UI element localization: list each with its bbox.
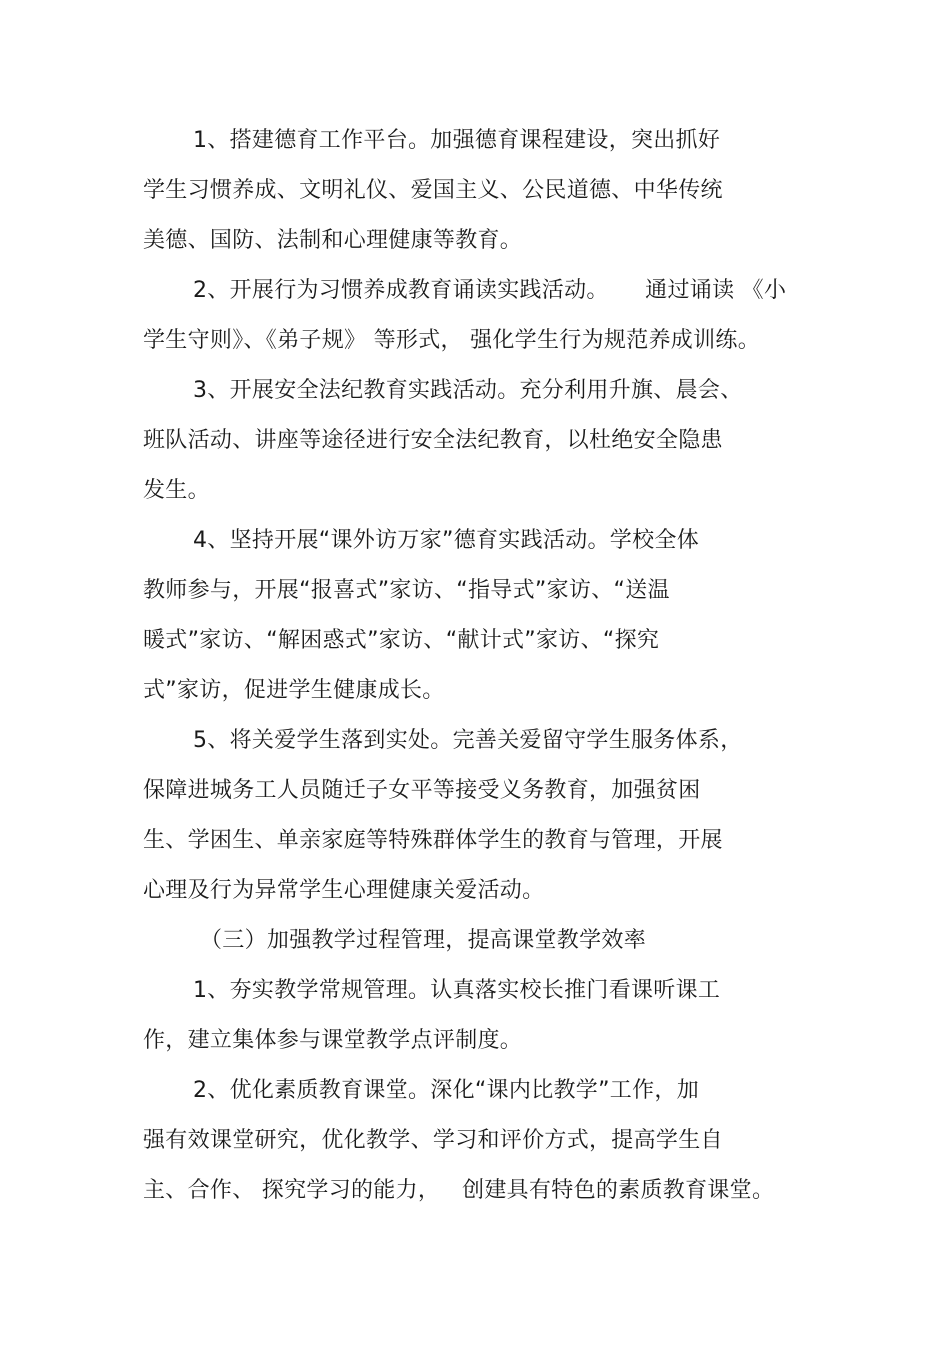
paragraph-line: 3、开展安全法纪教育实践活动。充分利用升旗、晨会、 [193, 378, 743, 403]
paragraph-line: 5、将关爱学生落到实处。完善关爱留守学生服务体系， [193, 728, 743, 753]
paragraph-line: 学生守则》、《弟子规》 等形式， 强化学生行为规范养成训练。 [143, 328, 760, 353]
paragraph-line: 2、开展行为习惯养成教育诵读实践活动。 通过诵读 《小 [193, 278, 787, 303]
paragraph-line: 式”家访，促进学生健康成长。 [143, 678, 445, 703]
paragraph-line: 强有效课堂研究，优化教学、学习和评价方式，提高学生自 [143, 1128, 723, 1153]
paragraph-line: 发生。 [143, 478, 210, 503]
paragraph-line: 1、搭建德育工作平台。加强德育课程建设，突出抓好 [193, 128, 721, 153]
paragraph-line: 2、优化素质教育课堂。深化“课内比教学”工作，加 [193, 1078, 699, 1103]
paragraph-line: 生、学困生、单亲家庭等特殊群体学生的教育与管理，开展 [143, 828, 723, 853]
paragraph-line: 4、坚持开展“课外访万家”德育实践活动。学校全体 [193, 528, 699, 553]
paragraph-line: 心理及行为异常学生心理健康关爱活动。 [143, 878, 545, 903]
paragraph-line: 美德、国防、法制和心理健康等教育。 [143, 228, 523, 253]
paragraph-line: 教师参与，开展“报喜式”家访、“指导式”家访、“送温 [143, 578, 670, 603]
paragraph-line: 1、夯实教学常规管理。认真落实校长推门看课听课工 [193, 978, 721, 1003]
paragraph-line: 主、合作、 探究学习的能力， 创建具有特色的素质教育课堂。 [143, 1178, 775, 1203]
section-heading: （三）加强教学过程管理，提高课堂教学效率 [200, 928, 647, 953]
paragraph-line: 保障进城务工人员随迁子女平等接受义务教育，加强贫困 [143, 778, 701, 803]
paragraph-line: 作，建立集体参与课堂教学点评制度。 [143, 1028, 523, 1053]
paragraph-line: 学生习惯养成、文明礼仪、爱国主义、公民道德、中华传统 [143, 178, 723, 203]
paragraph-line: 班队活动、讲座等途径进行安全法纪教育，以杜绝安全隐患 [143, 428, 723, 453]
paragraph-line: 暖式”家访、“解困惑式”家访、“献计式”家访、“探究 [143, 628, 660, 653]
